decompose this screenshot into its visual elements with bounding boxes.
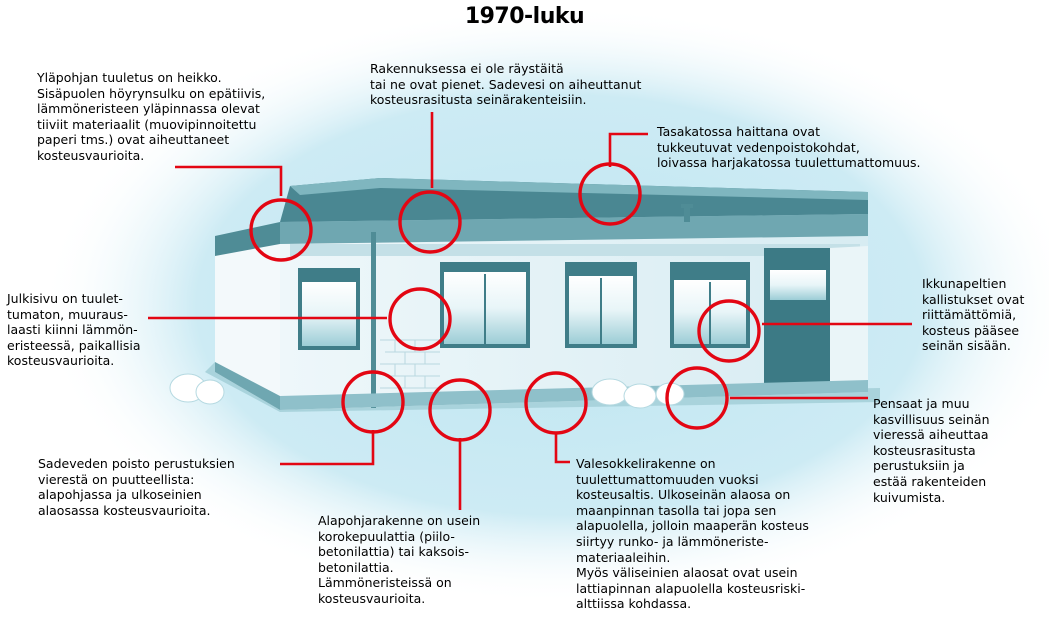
callout-vegetation: Pensaat ja muu kasvillisuus seinän vieressä aiheuttaa kosteusrasitusta perustuksiin ja estää rakenteiden kuivumista.: [873, 396, 990, 505]
callout-window-sills: Ikkunapeltien kallistukset ovat riittämättömiä, kosteus pääsee seinän sisään.: [922, 276, 1025, 354]
callout-rainwater: Sadeveden poisto perustuksien vierestä on puutteellista: alapohjassa ja ulkoseinien alaosassa kosteusvaurioita.: [38, 456, 235, 518]
callout-base-floor: Alapohjarakenne on usein korokepuulattia (piilo- betonilattia) tai kaksois- betonilattia. Lämmöneristeissä on kosteusvaurioita.: [318, 513, 481, 606]
roof-vent: [684, 206, 690, 222]
callout-false-plinth: Valesokkelirakenne on tuulettumattomuuden vuoksi kosteusaltis. Ulkoseinän alaosa on maanpinnan tasolla tai jopa sen alapuolella, jolloin maaperän kosteus siirtyy runko- ja lämmöneriste- materiaaleihin. Myös väliseinien alaosat ovat usein lattiapinnan alapuolella kosteusriski- alttiissa kohdassa.: [576, 456, 809, 612]
callout-facade: Julkisivu on tuulet- tumaton, muuraus- laasti kiinni lämmön- eristeessä, paikallisia kosteusvaurioita.: [7, 291, 141, 369]
downpipe: [371, 232, 376, 408]
callout-no-eaves: Rakennuksessa ei ole räystäitä tai ne ovat pienet. Sadevesi on aiheuttanut kosteusrasitusta seinärakenteisiin.: [370, 61, 642, 108]
callout-roof-ventilation: Yläpohjan tuuletus on heikko. Sisäpuolen höyrynsulku on epätiivis, lämmöneristeen yläpinnassa olevat tiiviit materiaalit (muovipinnoitettu paperi tms.) ovat aiheuttaneet kosteusvaurioita.: [37, 70, 266, 163]
roof-vent-cap: [681, 204, 693, 208]
entrance-wall: [830, 246, 868, 392]
page-title: 1970-luku: [464, 4, 585, 29]
callout-flat-roof: Tasakatossa haittana ovat tukkeutuvat vedenpoistokohdat, loivassa harjakatossa tuulettumattomuus.: [657, 124, 921, 171]
